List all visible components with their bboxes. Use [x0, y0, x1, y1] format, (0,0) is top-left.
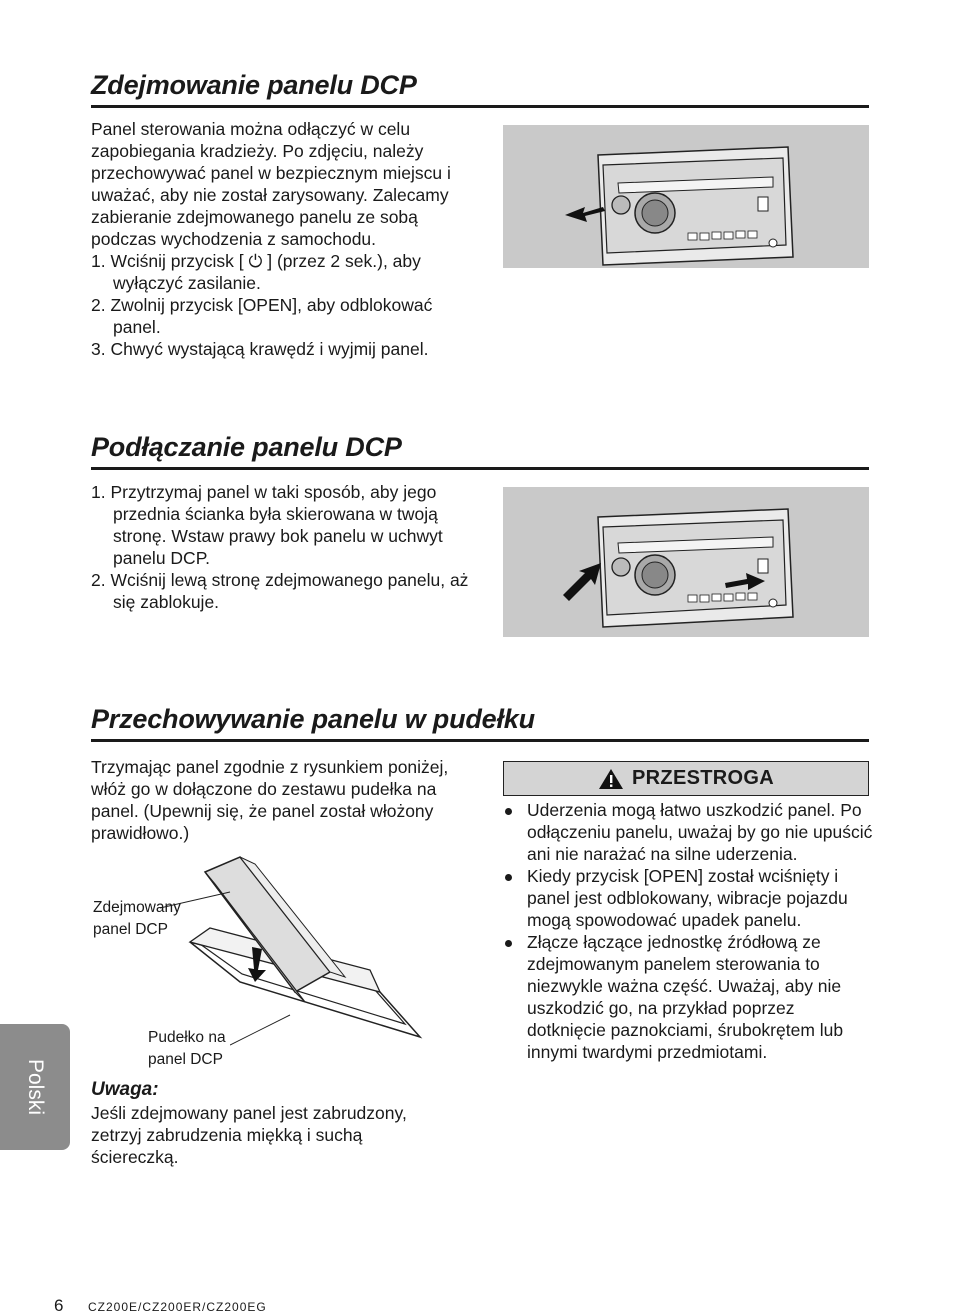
note-text: Jeśli zdejmowany panel jest zabrudzony, zetrzyj zabrudzenia miękką i suchą ściereczką. [91, 1103, 407, 1167]
bullet-icon [505, 940, 512, 947]
caution-item-1: Uderzenia mogą łatwo uszkodzić panel. Po odłączeniu panelu, uważaj by go nie upuścić ani nie narażać na silne uderzenia. [503, 799, 873, 865]
page-number: 6 [54, 1296, 64, 1315]
case-illustration [180, 852, 480, 1052]
remove-step-2: 2. Zwolnij przycisk [OPEN], aby odblokować panel. [91, 295, 433, 337]
attach-text-block [91, 481, 471, 613]
box-leader-line [230, 1010, 310, 1050]
bullet-icon [505, 874, 512, 881]
remove-intro: Panel sterowania można odłączyć w celu zapobiegania kradzieży. Po zdjęciu, należy przechowywać panel w bezpiecznym miejscu i uważać, aby nie został zarysowany. Zalecamy zabieranie zdejmowanego panelu ze sobą podczas wychodzenia z samochodu. [91, 119, 451, 249]
radio-illustration-attach [503, 487, 869, 637]
caution-title: PRZESTROGA [632, 767, 774, 789]
remove-step-1: 1. Wciśnij przycisk [ ⏻ ] (przez 2 sek.), aby wyłączyć zasilanie. [91, 251, 421, 293]
attach-step-2: 2. Wciśnij lewą stronę zdejmowanego panelu, aż się zablokuje. [91, 570, 469, 612]
label-panel-case: Pudełko na panel DCP [148, 1029, 226, 1068]
caution-header [503, 761, 869, 796]
warning-icon [598, 768, 624, 790]
radio-illustration-remove [503, 125, 869, 268]
note-block [91, 1078, 431, 1168]
caution-list-block [503, 799, 873, 1063]
section-heading-store: Przechowywanie panelu w pudełku [91, 704, 869, 742]
attach-step-1: 1. Przytrzymaj panel w taki sposób, aby jego przednia ścianka była skierowana w twoją stronę. Wstaw prawy bok panelu w uchwyt panelu DCP. [91, 482, 443, 568]
language-label: Polski [24, 1058, 47, 1116]
section-heading-remove: Zdejmowanie panelu DCP [91, 70, 869, 108]
store-text-block [91, 756, 471, 844]
photo-remove-panel [503, 125, 869, 268]
model-names: CZ200E/CZ200ER/CZ200EG [88, 1300, 267, 1314]
language-tab [0, 1024, 70, 1150]
label-removable-panel: Zdejmowany panel DCP [93, 899, 181, 938]
caution-item-3: Złącze łączące jednostkę źródłową ze zdejmowanym panelem sterowania to niezwykle ważna część. Uważaj, aby nie uszkodzić go, na przykład poprzez dotknięcie paznokciami, śrubokrętem lub innymi twardymi przedmiotami. [503, 931, 873, 1063]
store-intro: Trzymając panel zgodnie z rysunkiem poniżej, włóż go w dołączone do zestawu pudełka na panel. (Upewnij się, że panel został włożony prawidłowo.) [91, 757, 449, 843]
photo-attach-panel [503, 487, 869, 637]
remove-step-3: 3. Chwyć wystającą krawędź i wyjmij panel. [91, 339, 429, 359]
remove-steps [91, 250, 461, 360]
caution-list [503, 799, 873, 1063]
remove-text-block [91, 118, 461, 360]
note-title: Uwaga: [91, 1079, 159, 1100]
bullet-icon [505, 808, 512, 815]
caution-item-2: Kiedy przycisk [OPEN] został wciśnięty i panel jest odblokowany, wibracje pojazdu mogą spowodować upadek panelu. [503, 865, 873, 931]
section-heading-attach: Podłączanie panelu DCP [91, 432, 869, 470]
attach-steps [91, 481, 471, 613]
